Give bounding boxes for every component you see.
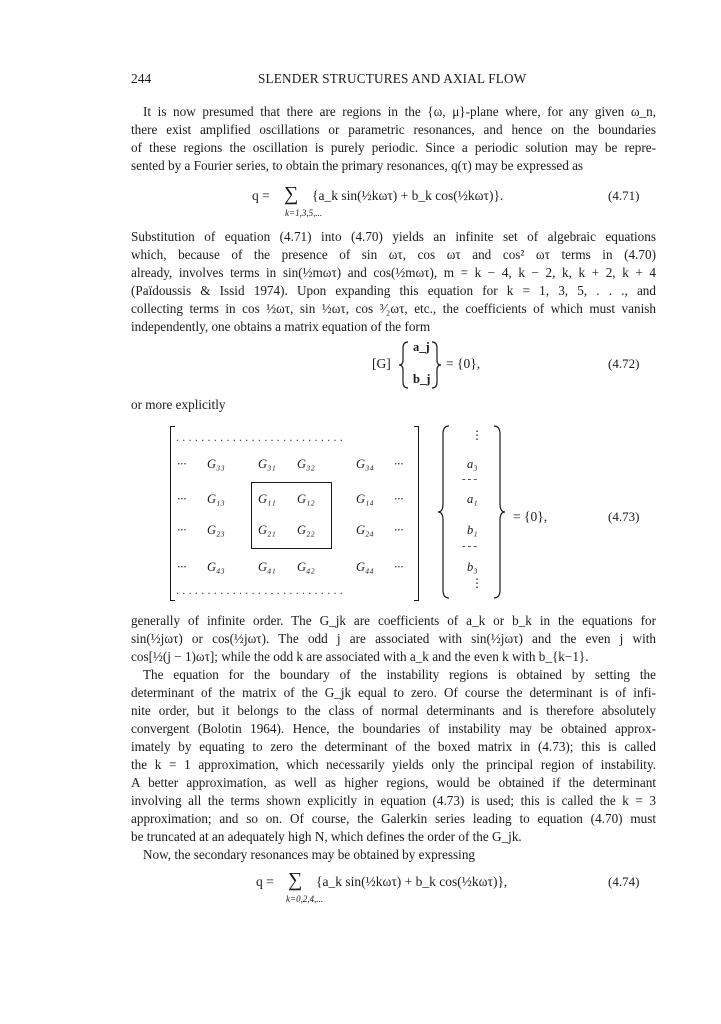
ellipsis: ···: [394, 457, 404, 471]
matrix-cell: G₄₂: [297, 560, 315, 574]
equation-number: (4.73): [608, 509, 640, 524]
text-line: involving all the terms shown explicitly in equation (4.73) is used; this is called the k = 3: [131, 793, 656, 808]
text-line: A better approximation, as well as higher regions, would be obtained if the determinant: [131, 775, 656, 790]
matrix-cell: G₁₁: [258, 492, 276, 506]
matrix-cell: G₃₂: [297, 457, 315, 471]
right-brace: [430, 340, 442, 390]
matrix-cell: G₄₄: [356, 560, 374, 574]
matrix-cell: G₁₂: [297, 492, 315, 506]
eq-rhs: = {0},: [446, 356, 481, 371]
matrix-g: [G]: [372, 356, 391, 371]
text-line: sin(½jωτ) or cos(½jωτ). The odd j are associated with sin(½jωτ) and the even j with: [131, 631, 656, 646]
matrix-cell: G₃₃: [207, 457, 225, 471]
sum-range: k=1,3,5,...: [285, 208, 323, 218]
text-line: which, because of the presence of sin ωτ, cos ωτ and cos² ωτ terms in (4.70): [131, 247, 656, 262]
text-line: nite order, but it belongs to the class of normal determinants and is therefore absolutely: [131, 703, 656, 718]
matrix-cell: G₄₁: [258, 560, 276, 574]
text-line: The equation for the boundary of the instability regions is obtained by setting the: [143, 667, 656, 682]
vector-left-brace: [437, 424, 451, 600]
matrix-cell: G₃₄: [356, 457, 374, 471]
text-line: imately by equating to zero the determinant of the boxed matrix in (4.73); this is called: [131, 739, 656, 754]
equation-number: (4.72): [608, 356, 640, 371]
ellipsis: ···: [394, 523, 404, 537]
text-line: generally of infinite order. The G_jk are coefficients of a_k or b_k in the equations for: [131, 613, 656, 628]
matrix-cell: G₂₂: [297, 523, 315, 537]
ellipsis: ···: [177, 560, 187, 574]
text-line: of these regions the oscillation is purely periodic. Since a periodic solution may be repre-: [131, 140, 656, 155]
vector-entry: b₁: [467, 523, 478, 537]
matrix-cell: G₁₄: [356, 492, 374, 506]
vertical-ellipsis: ⋮: [471, 428, 483, 442]
vector-a: a_j: [413, 340, 430, 354]
eq-body: {a_k sin(½kωτ) + b_k cos(½kωτ)},: [316, 874, 508, 889]
dot-row-top: ...........................: [176, 430, 347, 444]
text-line: already, involves terms in sin(½mωτ) and cos(½mωτ), m = k − 4, k − 2, k, k + 2, k + 4: [131, 265, 656, 280]
text-line: be truncated at an adequately high N, which defines the order of the G_jk.: [131, 829, 522, 844]
ellipsis: ···: [394, 492, 404, 506]
text-line: Now, the secondary resonances may be obtained by expressing: [143, 847, 476, 862]
eq-rhs: = {0},: [513, 509, 548, 524]
matrix-cell: G₂₁: [258, 523, 276, 537]
sum-symbol: ∑: [288, 869, 303, 891]
text-line: collecting terms in cos ½ωτ, sin ½ωτ, cos ³⁄₂ωτ, etc., the coefficients of which must vanish: [131, 301, 656, 316]
text-line: determinant of the matrix of the G_jk equal to zero. Of course the determinant is of infi-: [131, 685, 656, 700]
left-brace: [398, 340, 410, 390]
ellipsis: ···: [177, 492, 187, 506]
text-line: approximation; and so on. Of course, the Galerkin series leading to equation (4.70) must: [131, 811, 656, 826]
text-line: there exist amplified oscillations or parametric resonances, and hence on the boundaries: [131, 122, 656, 137]
running-title: SLENDER STRUCTURES AND AXIAL FLOW: [258, 71, 527, 86]
eq-lhs: q =: [252, 188, 270, 203]
ellipsis: ···: [177, 457, 187, 471]
equation-number: (4.71): [608, 188, 640, 203]
ellipsis: ···: [177, 523, 187, 537]
text-line: (Païdoussis & Issid 1974). Upon expanding this equation for k = 1, 3, 5, . . ., and: [131, 283, 656, 298]
page-number: 244: [131, 71, 152, 86]
matrix-cell: G₁₃: [207, 492, 225, 506]
ellipsis: ···: [394, 560, 404, 574]
vector-entry: b₃: [467, 560, 478, 574]
separator-dashes: ---: [462, 473, 479, 485]
matrix-right-bracket: [414, 426, 419, 601]
vector-entry: a₃: [467, 457, 478, 471]
vector-b: b_j: [413, 372, 431, 386]
vector-entry: a₁: [467, 492, 478, 506]
vertical-ellipsis: ⋮: [471, 576, 483, 590]
matrix-cell: G₃₁: [258, 457, 276, 471]
eq-lhs: q =: [256, 874, 274, 889]
text-line: convergent (Bolotin 1964). Hence, the boundaries of instability may be obtained approx-: [131, 721, 656, 736]
eq-body: {a_k sin(½kωτ) + b_k cos(½kωτ)}.: [312, 188, 504, 203]
text-line: cos[½(j − 1)ωτ]; while the odd k are associated with a_k and the even k with b_{k−1}.: [131, 649, 589, 664]
dot-row-bottom: ...........................: [176, 583, 347, 597]
text-line: independently, one obtains a matrix equation of the form: [131, 319, 431, 334]
vector-right-brace: [492, 424, 506, 600]
matrix-left-bracket: [170, 426, 175, 601]
text-line: It is now presumed that there are regions in the {ω, μ}-plane where, for any given ω_n,: [143, 104, 656, 119]
sum-range: k=0,2,4,...: [286, 894, 324, 904]
matrix-cell: G₄₃: [207, 560, 225, 574]
text-line: Substitution of equation (4.71) into (4.70) yields an infinite set of algebraic equations: [131, 229, 656, 244]
sum-symbol: ∑: [284, 183, 299, 205]
matrix-cell: G₂₃: [207, 523, 225, 537]
matrix-cell: G₂₄: [356, 523, 374, 537]
text-line: the k = 1 approximation, which necessarily yields only the principal region of instability.: [131, 757, 656, 772]
text-line: or more explicitly: [131, 397, 226, 412]
text-line: sented by a Fourier series, to obtain the primary resonances, q(τ) may be expressed as: [131, 158, 584, 173]
separator-dashes: ---: [462, 540, 479, 552]
equation-number: (4.74): [608, 874, 640, 889]
